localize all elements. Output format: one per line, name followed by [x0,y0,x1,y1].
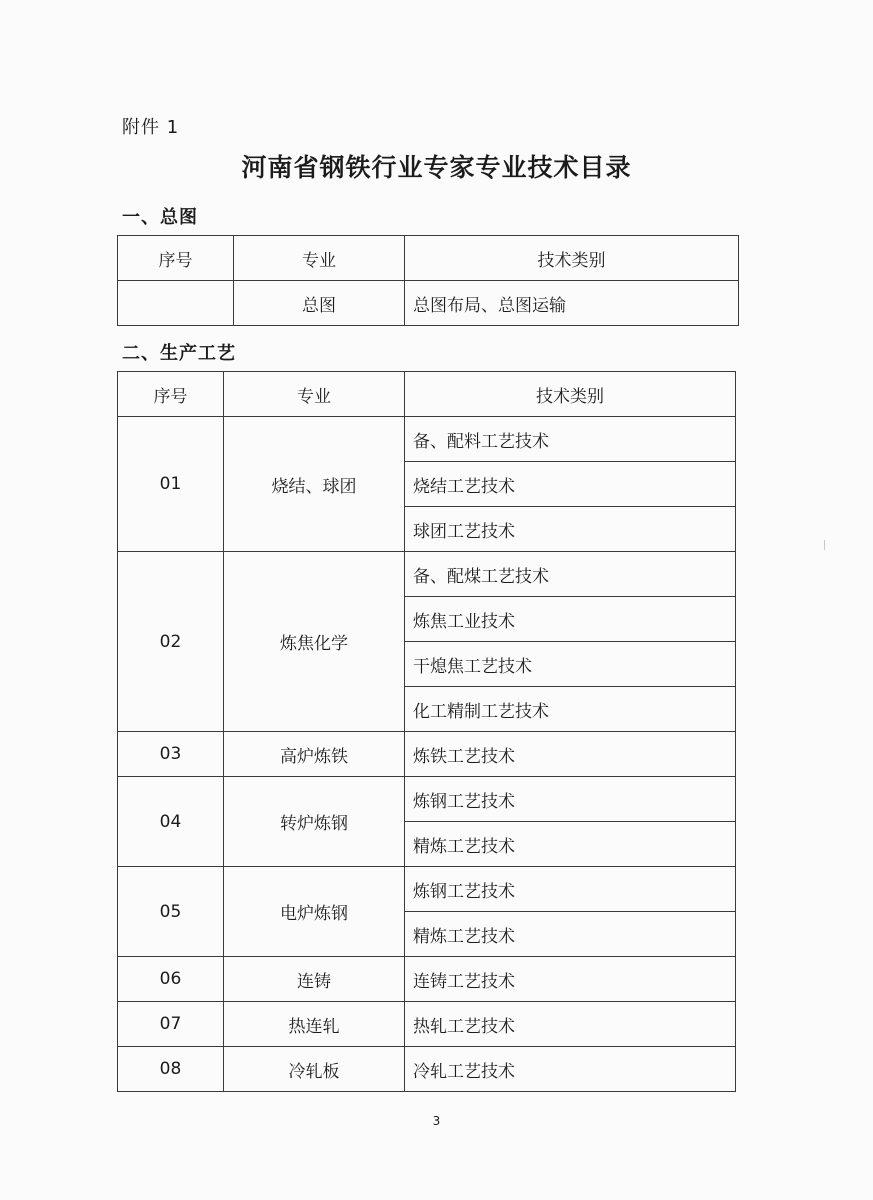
header-category: 技术类别 [405,236,739,281]
category-cell: 热轧工艺技术 [405,1002,736,1047]
table-row [118,777,736,822]
group-number: 04 [118,777,224,867]
category-cell: 精炼工艺技术 [405,912,736,957]
table-row [118,281,739,326]
group-major: 连铸 [224,957,405,1002]
header-major: 专业 [234,236,405,281]
document-title: 河南省钢铁行业专家专业技术目录 [241,153,632,182]
category-cell: 备、配煤工艺技术 [405,552,736,597]
category-cell: 干熄焦工艺技术 [405,642,736,687]
category-cell: 炼钢工艺技术 [405,777,736,822]
group-number: 06 [118,957,224,1002]
group-major: 高炉炼铁 [224,732,405,777]
row-major: 总图 [234,281,405,326]
category-cell: 炼焦工业技术 [405,597,736,642]
row-category: 总图布局、总图运输 [405,281,739,326]
group-major: 热连轧 [224,1002,405,1047]
group-number: 08 [118,1047,224,1092]
header-major: 专业 [224,372,405,417]
table-row [118,552,736,597]
table-row [118,867,736,912]
category-cell: 球团工艺技术 [405,507,736,552]
category-cell: 备、配料工艺技术 [405,417,736,462]
attachment-label: 附件 1 [122,117,180,138]
category-cell: 化工精制工艺技术 [405,687,736,732]
table-row [118,732,736,777]
general-layout-table [117,235,739,326]
header-number: 序号 [118,236,234,281]
header-number: 序号 [118,372,224,417]
group-major: 电炉炼钢 [224,867,405,957]
table-row [118,1047,736,1092]
row-number [118,281,234,326]
group-number: 01 [118,417,224,552]
group-number: 03 [118,732,224,777]
table-row [118,417,736,462]
group-major: 炼焦化学 [224,552,405,732]
group-major: 烧结、球团 [224,417,405,552]
group-number: 02 [118,552,224,732]
category-cell: 连铸工艺技术 [405,957,736,1002]
section-heading-production-process: 二、生产工艺 [122,343,236,364]
header-category: 技术类别 [405,372,736,417]
group-major: 转炉炼钢 [224,777,405,867]
scan-mark [824,540,825,550]
page-number: 3 [432,1114,441,1128]
section-heading-general-layout: 一、总图 [122,207,198,228]
group-number: 07 [118,1002,224,1047]
table-row [118,957,736,1002]
table-header-row [118,236,739,281]
production-process-table [117,371,736,1092]
table-row [118,1002,736,1047]
category-cell: 炼钢工艺技术 [405,867,736,912]
group-number: 05 [118,867,224,957]
category-cell: 烧结工艺技术 [405,462,736,507]
category-cell: 冷轧工艺技术 [405,1047,736,1092]
table-header-row [118,372,736,417]
category-cell: 精炼工艺技术 [405,822,736,867]
category-cell: 炼铁工艺技术 [405,732,736,777]
group-major: 冷轧板 [224,1047,405,1092]
